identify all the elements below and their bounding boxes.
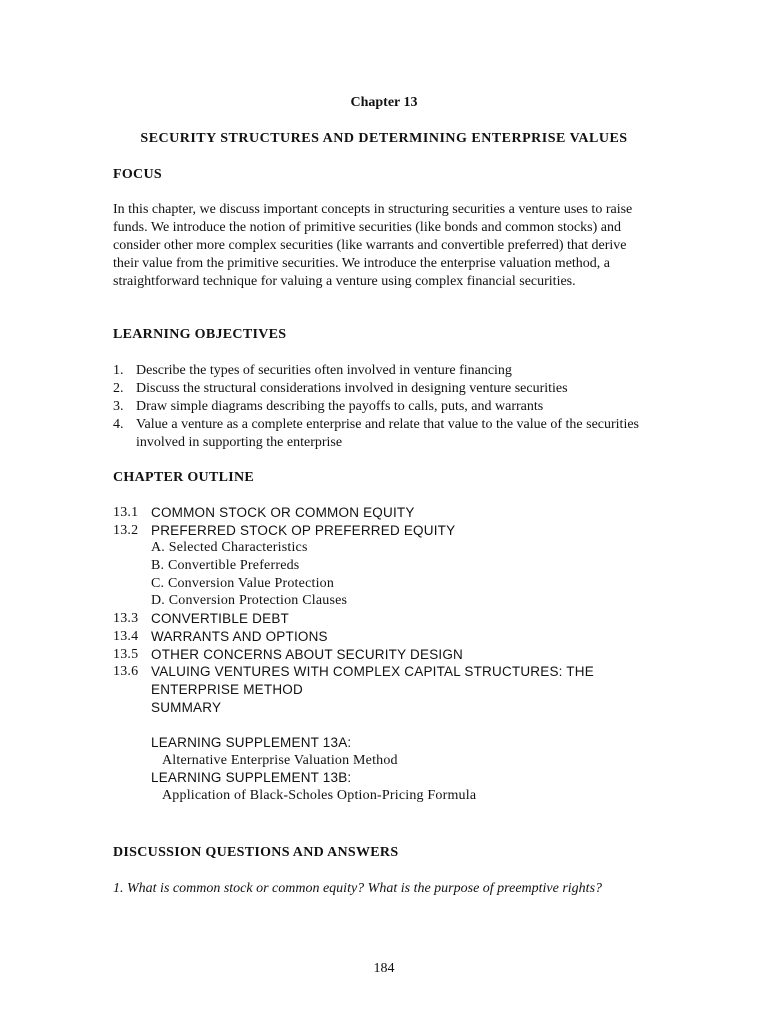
objectives-list: [113, 362, 648, 452]
supplement-a-title-row: [113, 752, 594, 770]
supplement-b-title-row: [113, 787, 594, 805]
objective-item: [113, 380, 648, 398]
outline-subitem-text: C. Conversion Value Protection: [151, 575, 335, 591]
objectives-heading: LEARNING OBJECTIVES: [113, 327, 287, 342]
objective-number: 3.: [113, 399, 124, 414]
supplement-b-label: LEARNING SUPPLEMENT 13B:: [151, 770, 352, 786]
supplement-b: [113, 769, 594, 787]
outline-spacer: [113, 716, 594, 734]
supplement-b-title: Application of Black-Scholes Option-Pricing Formula: [162, 788, 477, 803]
outline-subitem-text: A. Selected Characteristics: [151, 540, 308, 556]
outline-number: 13.3: [113, 611, 139, 627]
chapter-outline: [113, 504, 594, 805]
outline-subitem: [113, 575, 594, 593]
outline-number: 13.1: [113, 505, 139, 520]
chapter-title: SECURITY STRUCTURES AND DETERMINING ENTERPRISE VALUES: [140, 131, 628, 146]
outline-subitem: [113, 592, 594, 610]
outline-text: WARRANTS AND OPTIONS: [151, 628, 328, 644]
outline-text: CONVERTIBLE DEBT: [151, 611, 289, 627]
objective-number: 4.: [113, 417, 124, 432]
discussion-heading: DISCUSSION QUESTIONS AND ANSWERS: [113, 845, 399, 860]
objective-text: Describe the types of securities often involved in venture financing: [136, 363, 512, 378]
supplement-a-label: LEARNING SUPPLEMENT 13A:: [151, 734, 352, 750]
outline-number: 13.5: [113, 646, 139, 662]
outline-text: VALUING VENTURES WITH COMPLEX CAPITAL STRUCTURES: THE: [151, 664, 594, 680]
outline-heading: CHAPTER OUTLINE: [113, 470, 255, 485]
outline-text: COMMON STOCK OR COMMON EQUITY: [151, 505, 415, 520]
objective-number: 2.: [113, 381, 124, 396]
focus-paragraph: [113, 201, 648, 291]
outline-text: ENTERPRISE METHOD: [151, 681, 303, 697]
outline-item: [113, 522, 594, 540]
focus-heading: FOCUS: [113, 167, 162, 182]
chapter-label: Chapter 13: [350, 95, 418, 110]
objective-text: Value a venture as a complete enterprise and relate that value to the value of the securities involved in supporting the enterprise: [136, 417, 640, 450]
objective-number: 1.: [113, 363, 124, 378]
outline-item: [113, 646, 594, 664]
outline-item-continuation: [113, 681, 594, 699]
outline-number: 13.4: [113, 628, 139, 644]
outline-text: PREFERRED STOCK OP PREFERRED EQUITY: [151, 522, 456, 538]
objective-item: [113, 362, 648, 380]
outline-summary: [113, 699, 594, 717]
outline-subitem: [113, 539, 594, 557]
outline-subitem: [113, 557, 594, 575]
objective-item: [113, 398, 648, 416]
supplement-a: [113, 734, 594, 752]
outline-subitem-text: B. Convertible Preferreds: [151, 558, 300, 574]
page-number: 184: [373, 961, 395, 976]
outline-item: [113, 610, 594, 628]
outline-number: 13.6: [113, 664, 139, 680]
supplement-a-title: Alternative Enterprise Valuation Method: [162, 752, 398, 768]
objective-text: Draw simple diagrams describing the payoffs to calls, puts, and warrants: [136, 399, 544, 414]
outline-item: [113, 628, 594, 646]
outline-subitem-text: D. Conversion Protection Clauses: [151, 593, 348, 609]
focus-text: In this chapter, we discuss important concepts in structuring securities a venture uses to raise funds. We introduce the notion of primitive securities (like bonds and common stocks) and consider other more complex securities (like warrants and convertible preferred) that derive their value from the primitive securities. We introduce the enterprise valuation method, a straightforward technique for valuing a venture using complex financial securities.: [113, 202, 633, 289]
discussion-question-1: 1. What is common stock or common equity? What is the purpose of preemptive rights?: [113, 881, 603, 896]
outline-item: [113, 663, 594, 681]
outline-text: OTHER CONCERNS ABOUT SECURITY DESIGN: [151, 646, 463, 662]
outline-number: 13.2: [113, 522, 139, 538]
objective-text: Discuss the structural considerations involved in designing venture securities: [136, 381, 568, 396]
summary-label: SUMMARY: [151, 699, 222, 715]
outline-item: [113, 504, 594, 522]
objective-item: [113, 416, 648, 452]
